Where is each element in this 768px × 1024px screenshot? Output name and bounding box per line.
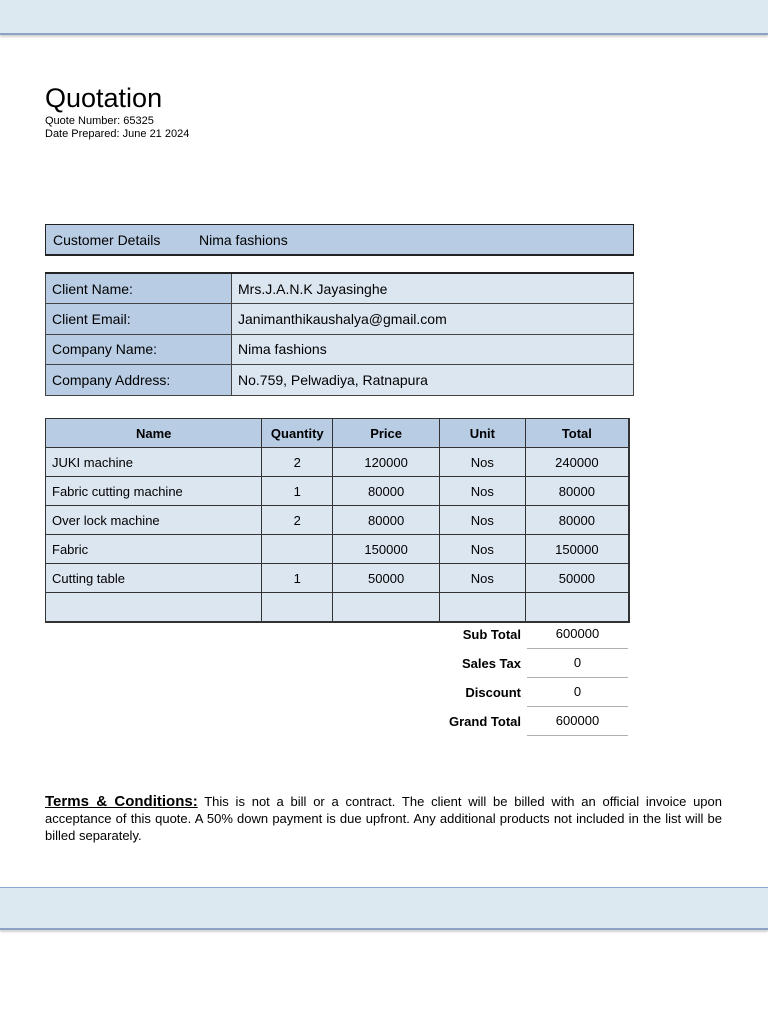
table-row bbox=[46, 477, 630, 506]
column-header-price: Price bbox=[333, 419, 440, 448]
item-unit: Nos bbox=[439, 506, 525, 535]
discount-label: Discount bbox=[465, 685, 521, 700]
quote-meta bbox=[45, 115, 189, 141]
item-price bbox=[333, 593, 440, 622]
item-quantity bbox=[262, 593, 333, 622]
bottom-band bbox=[0, 887, 768, 930]
company-address-label: Company Address: bbox=[46, 365, 232, 396]
column-header-total: Total bbox=[525, 419, 629, 448]
totals-block bbox=[400, 620, 630, 736]
item-total: 240000 bbox=[525, 448, 629, 477]
client-row bbox=[46, 334, 634, 365]
client-name-label: Client Name: bbox=[46, 273, 232, 304]
column-header-unit: Unit bbox=[439, 419, 525, 448]
table-row bbox=[46, 564, 630, 593]
item-price: 80000 bbox=[333, 477, 440, 506]
item-name: Fabric bbox=[46, 535, 262, 564]
subtotal-row bbox=[400, 620, 630, 649]
client-row bbox=[46, 365, 634, 396]
item-name: Over lock machine bbox=[46, 506, 262, 535]
sales-tax-label: Sales Tax bbox=[461, 656, 521, 671]
item-total: 80000 bbox=[525, 477, 629, 506]
item-total: 50000 bbox=[525, 564, 629, 593]
date-prepared: Date Prepared: June 21 2024 bbox=[45, 128, 190, 140]
table-row bbox=[46, 535, 630, 564]
client-details-table bbox=[45, 272, 634, 396]
company-name-value: Nima fashions bbox=[232, 334, 634, 365]
grand-total-label: Grand Total bbox=[449, 714, 521, 729]
item-unit: Nos bbox=[439, 477, 525, 506]
document-title: Quotation bbox=[45, 83, 163, 113]
column-header-quantity: Quantity bbox=[262, 419, 333, 448]
table-row bbox=[46, 506, 630, 535]
sales-tax-value: 0 bbox=[527, 649, 628, 678]
items-header-row bbox=[46, 419, 630, 448]
item-unit bbox=[439, 593, 525, 622]
table-row-empty bbox=[46, 593, 630, 622]
item-total bbox=[525, 593, 629, 622]
customer-details-value: Nima fashions bbox=[199, 232, 288, 248]
customer-details-bar bbox=[45, 224, 634, 256]
terms-and-conditions bbox=[45, 793, 722, 844]
item-name bbox=[46, 593, 262, 622]
item-total: 150000 bbox=[525, 535, 629, 564]
discount-row bbox=[400, 678, 630, 707]
customer-details-label: Customer Details bbox=[53, 232, 161, 248]
table-row bbox=[46, 448, 630, 477]
client-name-value: Mrs.J.A.N.K Jayasinghe bbox=[232, 273, 634, 304]
client-email-value: Janimanthikaushalya@gmail.com bbox=[232, 304, 634, 335]
items-table bbox=[45, 418, 630, 623]
item-price: 150000 bbox=[333, 535, 440, 564]
top-band bbox=[0, 0, 768, 35]
subtotal-label: Sub Total bbox=[462, 627, 521, 642]
client-row bbox=[46, 304, 634, 335]
item-quantity: 1 bbox=[262, 477, 333, 506]
grand-total-value: 600000 bbox=[527, 707, 628, 736]
item-price: 80000 bbox=[333, 506, 440, 535]
item-total: 80000 bbox=[525, 506, 629, 535]
item-quantity bbox=[262, 535, 333, 564]
item-quantity: 1 bbox=[262, 564, 333, 593]
sales-tax-row bbox=[400, 649, 630, 678]
item-name: Cutting table bbox=[46, 564, 262, 593]
discount-value: 0 bbox=[527, 678, 628, 707]
grand-total-row bbox=[400, 707, 630, 736]
company-name-label: Company Name: bbox=[46, 334, 232, 365]
company-address-value: No.759, Pelwadiya, Ratnapura bbox=[232, 365, 634, 396]
item-price: 50000 bbox=[333, 564, 440, 593]
terms-text: This is not a bill or a contract. The client will be billed with an official invoice upon acceptance of this quote. A 50% down payment is due upfront. Any additional products not included in the list will be billed separately. bbox=[45, 794, 722, 843]
item-price: 120000 bbox=[333, 448, 440, 477]
terms-heading: Terms & Conditions: bbox=[45, 793, 198, 810]
item-unit: Nos bbox=[439, 535, 525, 564]
column-header-name: Name bbox=[46, 419, 262, 448]
subtotal-value: 600000 bbox=[527, 620, 628, 649]
client-email-label: Client Email: bbox=[46, 304, 232, 335]
item-quantity: 2 bbox=[262, 448, 333, 477]
quote-number: Quote Number: 65325 bbox=[45, 115, 154, 127]
item-unit: Nos bbox=[439, 564, 525, 593]
item-name: JUKI machine bbox=[46, 448, 262, 477]
client-row bbox=[46, 273, 634, 304]
item-quantity: 2 bbox=[262, 506, 333, 535]
item-unit: Nos bbox=[439, 448, 525, 477]
item-name: Fabric cutting machine bbox=[46, 477, 262, 506]
